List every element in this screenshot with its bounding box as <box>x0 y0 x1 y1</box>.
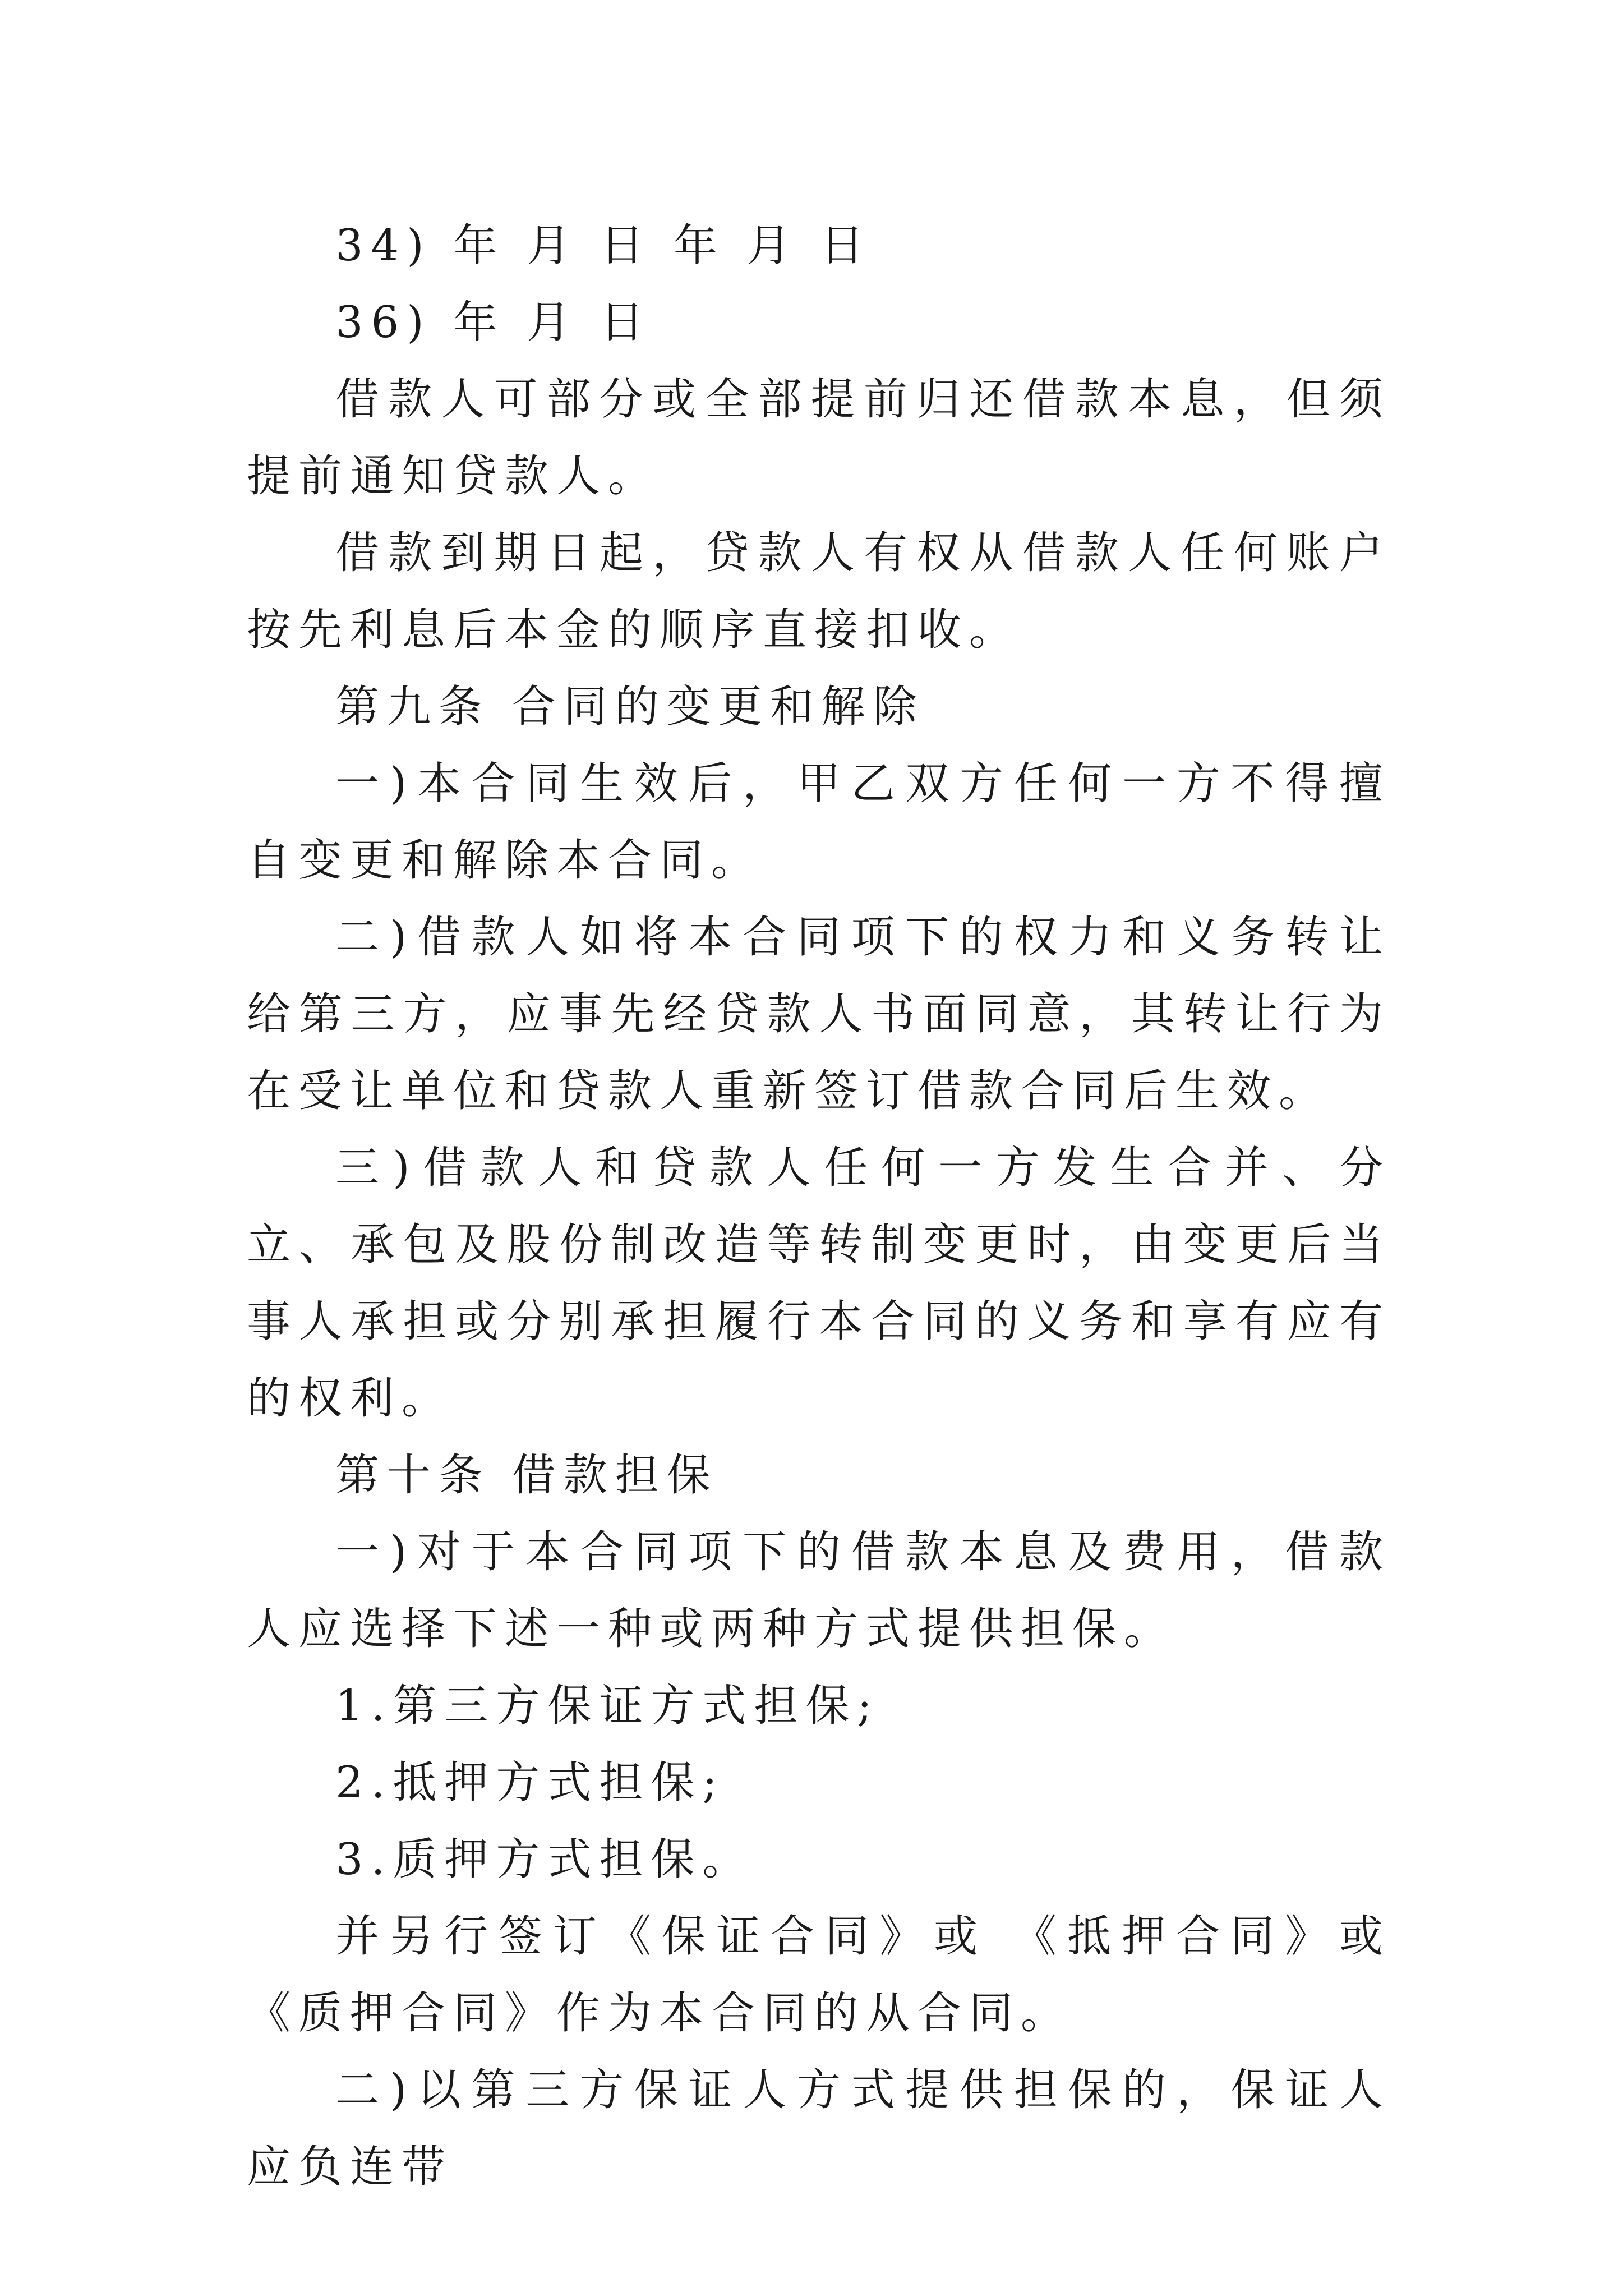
article-9-heading: 第九条 合同的变更和解除 <box>335 682 925 732</box>
document-body <box>247 208 1391 2206</box>
repayment-date-line-36: 36) 年 月 日 <box>335 297 652 348</box>
article-9-clause-2: 二)借款人如将本合同项下的权力和义务转让给第三方，应事先经贷款人书面同意，其转让行为在受让单位和贷款人重新签订借款合同后生效。 <box>247 912 1391 1116</box>
article-10-clause-2: 二)以第三方保证人方式提供担保的，保证人应负连带 <box>247 2065 1391 2192</box>
repayment-date-line-34: 34) 年 月 日 年 月 日 <box>335 220 872 271</box>
guarantee-option-3: 3.质押方式担保。 <box>335 1834 754 1885</box>
article-10-heading: 第十条 借款担保 <box>335 1450 718 1501</box>
early-repayment-paragraph: 借款人可部分或全部提前归还借款本息，但须提前通知贷款人。 <box>247 374 1391 501</box>
guarantee-option-1: 1.第三方保证方式担保; <box>335 1681 880 1731</box>
ancillary-contracts-paragraph: 并另行签订《保证合同》或 《抵押合同》或《质押合同》作为本合同的从合同。 <box>247 1911 1391 2039</box>
article-9-clause-3: 三)借款人和贷款人任何一方发生合并、分立、承包及股份制改造等转制变更时，由变更后当事人承担或分别承担履行本合同的义务和享有应有的权利。 <box>247 1143 1391 1424</box>
article-9-clause-1: 一)本合同生效后，甲乙双方任何一方不得擅自变更和解除本合同。 <box>247 758 1391 886</box>
article-10-clause-1: 一)对于本合同项下的借款本息及费用，借款人应选择下述一种或两种方式提供担保。 <box>247 1527 1391 1654</box>
deduction-paragraph: 借款到期日起，贷款人有权从借款人任何账户按先利息后本金的顺序直接扣收。 <box>247 528 1391 655</box>
guarantee-option-2: 2.抵押方式担保; <box>335 1757 725 1808</box>
